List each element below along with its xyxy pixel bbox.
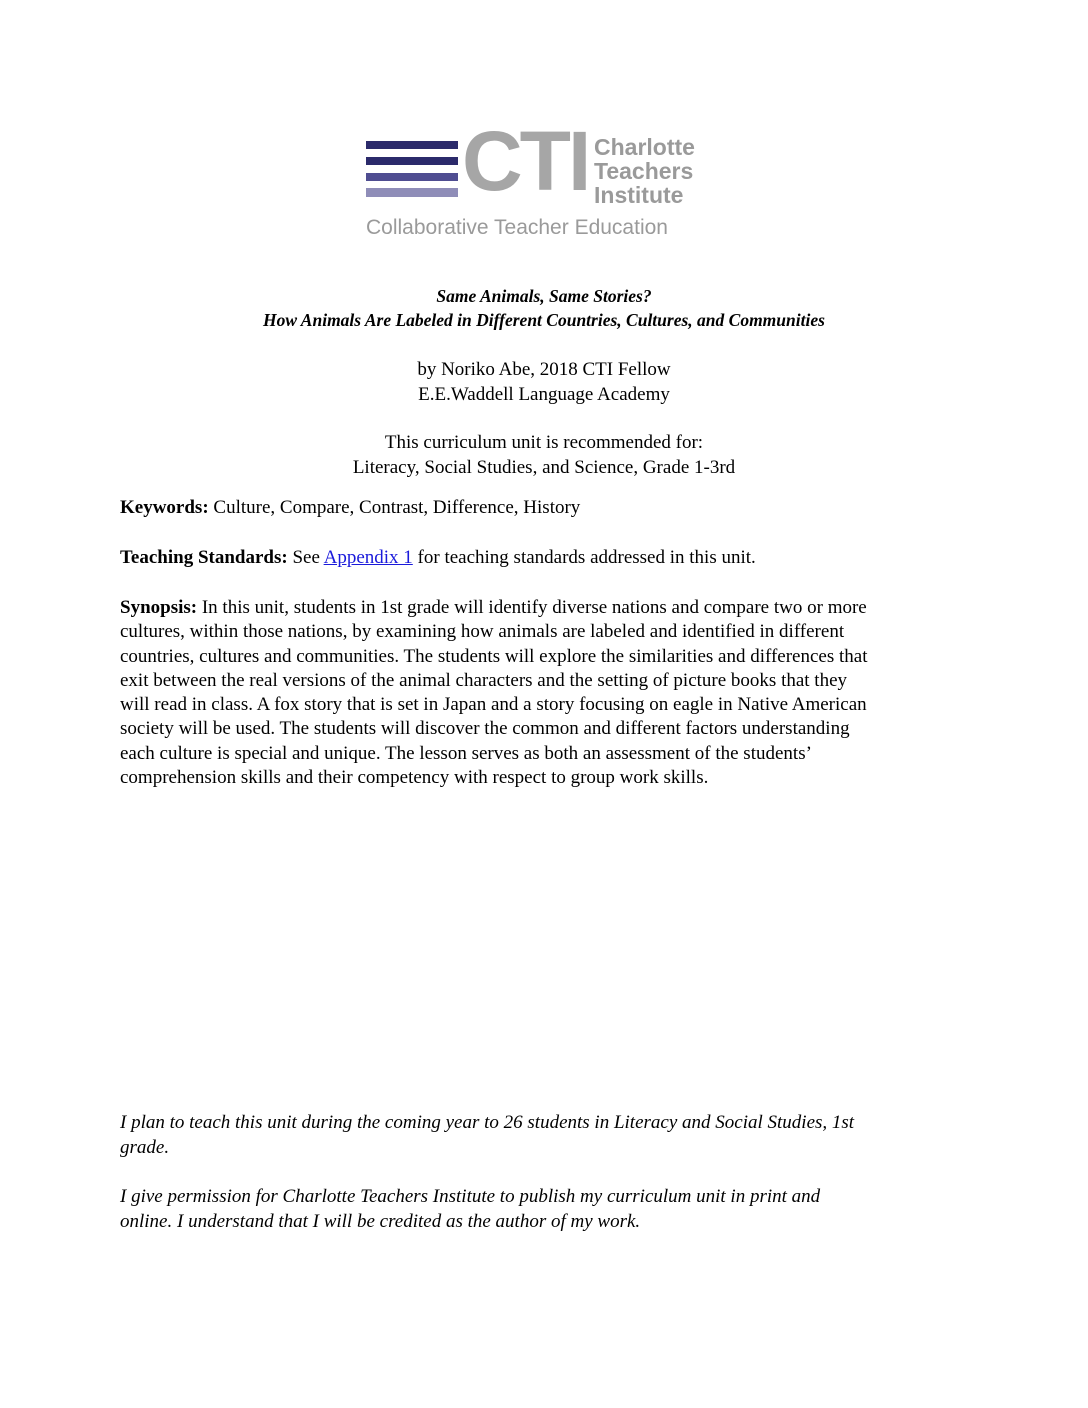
permission-note — [120, 1184, 970, 1234]
logo-letters: CTI — [462, 114, 589, 208]
synopsis-line: society will be used. The students will discover the common and different factors understanding — [120, 718, 850, 740]
note-line: I give permission for Charlotte Teachers Institute to publish my curriculum unit in print and — [120, 1186, 821, 1207]
appendix-link[interactable]: Appendix 1 — [323, 547, 413, 568]
logo-tagline: Collaborative Teacher Education — [366, 216, 668, 239]
keywords-label: Keywords: — [120, 497, 209, 518]
note-line: I plan to teach this unit during the coming year to 26 students in Literacy and Social Studies, 1st — [120, 1112, 855, 1133]
synopsis-line: comprehension skills and their competency with respect to group work skills. — [120, 767, 709, 789]
keywords-text: Culture, Compare, Contrast, Difference, History — [208, 497, 581, 518]
synopsis-paragraph — [120, 596, 970, 790]
note-line: grade. — [120, 1137, 170, 1158]
synopsis-line: each culture is special and unique. The lesson serves as both an assessment of the students’ — [120, 742, 812, 764]
standards-paragraph — [120, 546, 970, 570]
logo-stripe — [366, 157, 458, 165]
logo-stripe — [366, 141, 458, 149]
synopsis-label: Synopsis: — [120, 597, 198, 618]
standards-pre-text: See — [287, 547, 324, 568]
logo-stripe — [366, 173, 458, 181]
logo-name — [594, 135, 695, 207]
logo-name-line: Teachers — [594, 158, 694, 184]
school-line: E.E.Waddell Language Academy — [418, 384, 670, 405]
note-line: online. I understand that I will be credited as the author of my work. — [120, 1211, 641, 1232]
recommendation-heading: This curriculum unit is recommended for: — [384, 432, 704, 453]
logo-name-line: Charlotte — [594, 134, 695, 160]
synopsis-line: cultures, within those nations, by examining how animals are labeled and identified in different — [120, 621, 845, 643]
synopsis-line: countries, cultures and communities. The students will explore the similarities and differences that — [120, 645, 868, 667]
cti-logo — [366, 114, 722, 243]
teaching-plan-note — [120, 1110, 970, 1160]
logo-stripe — [366, 188, 458, 197]
synopsis-text: In this unit, students in 1st grade will identify diverse nations and compare two or more — [197, 597, 867, 618]
standards-label: Teaching Standards: — [120, 547, 288, 568]
synopsis-line: will read in class. A fox story that is set in Japan and a story focusing on eagle in Native American — [120, 694, 867, 716]
synopsis-line: exit between the real versions of the animal characters and the setting of picture books that they — [120, 669, 848, 691]
recommendation-subjects: Literacy, Social Studies, and Science, Grade 1-3rd — [352, 457, 736, 478]
author-line: by Noriko Abe, 2018 CTI Fellow — [417, 359, 671, 380]
keywords-paragraph — [120, 496, 970, 520]
logo-name-line: Institute — [594, 182, 684, 208]
synopsis-line — [120, 596, 970, 620]
logo-stripes-icon — [366, 141, 458, 195]
unit-subtitle: How Animals Are Labeled in Different Countries, Cultures, and Communities — [263, 310, 825, 330]
standards-post-text: for teaching standards addressed in this unit. — [412, 547, 756, 568]
unit-title: Same Animals, Same Stories? — [436, 286, 652, 306]
